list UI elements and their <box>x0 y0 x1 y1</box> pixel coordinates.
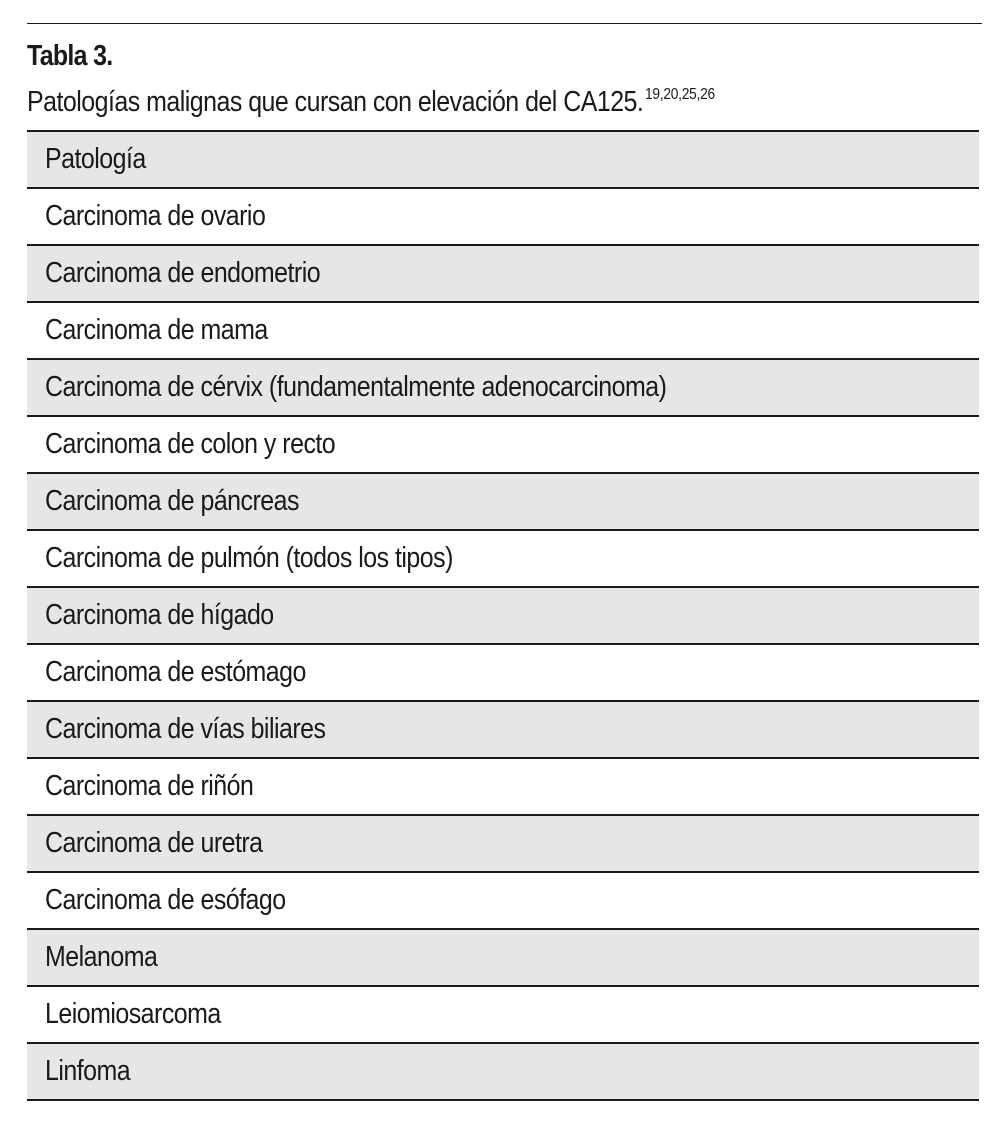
top-rule <box>27 23 982 24</box>
table-row <box>27 1044 979 1101</box>
table-cell: Linfoma <box>45 1055 131 1087</box>
table-row <box>27 303 979 360</box>
table-cell: Carcinoma de hígado <box>45 599 274 631</box>
table-row <box>27 930 979 987</box>
table-row <box>27 474 979 531</box>
table-label: Tabla 3. <box>27 40 113 72</box>
table-row <box>27 759 979 816</box>
caption-text: Patologías malignas que cursan con elevación del CA125. <box>27 86 644 118</box>
table-row <box>27 588 979 645</box>
table-caption <box>27 86 715 119</box>
table-row <box>27 531 979 588</box>
table-cell: Carcinoma de esófago <box>45 884 286 916</box>
table-cell: Carcinoma de pulmón (todos los tipos) <box>45 542 453 574</box>
table-cell: Carcinoma de riñón <box>45 770 254 802</box>
table-cell: Carcinoma de cérvix (fundamentalmente adenocarcinoma) <box>45 371 667 403</box>
table-row <box>27 816 979 873</box>
table-row <box>27 987 979 1044</box>
pathology-table <box>27 130 979 1101</box>
table-header-cell: Patología <box>45 143 146 175</box>
table-cell: Carcinoma de endometrio <box>45 257 321 289</box>
table-cell: Leiomiosarcoma <box>45 998 221 1030</box>
table-cell: Carcinoma de ovario <box>45 200 266 232</box>
table-cell: Carcinoma de estómago <box>45 656 306 688</box>
table-header-row <box>27 132 979 189</box>
table-cell: Carcinoma de páncreas <box>45 485 299 517</box>
table-cell: Carcinoma de vías biliares <box>45 713 326 745</box>
table-cell: Melanoma <box>45 941 158 973</box>
table-row <box>27 246 979 303</box>
caption-references: 19,20,25,26 <box>645 86 715 103</box>
table-cell: Carcinoma de uretra <box>45 827 263 859</box>
table-cell: Carcinoma de mama <box>45 314 268 346</box>
table-row <box>27 873 979 930</box>
table-row <box>27 645 979 702</box>
table-row <box>27 360 979 417</box>
table-row <box>27 417 979 474</box>
table-cell: Carcinoma de colon y recto <box>45 428 336 460</box>
table-row <box>27 702 979 759</box>
table-row <box>27 189 979 246</box>
